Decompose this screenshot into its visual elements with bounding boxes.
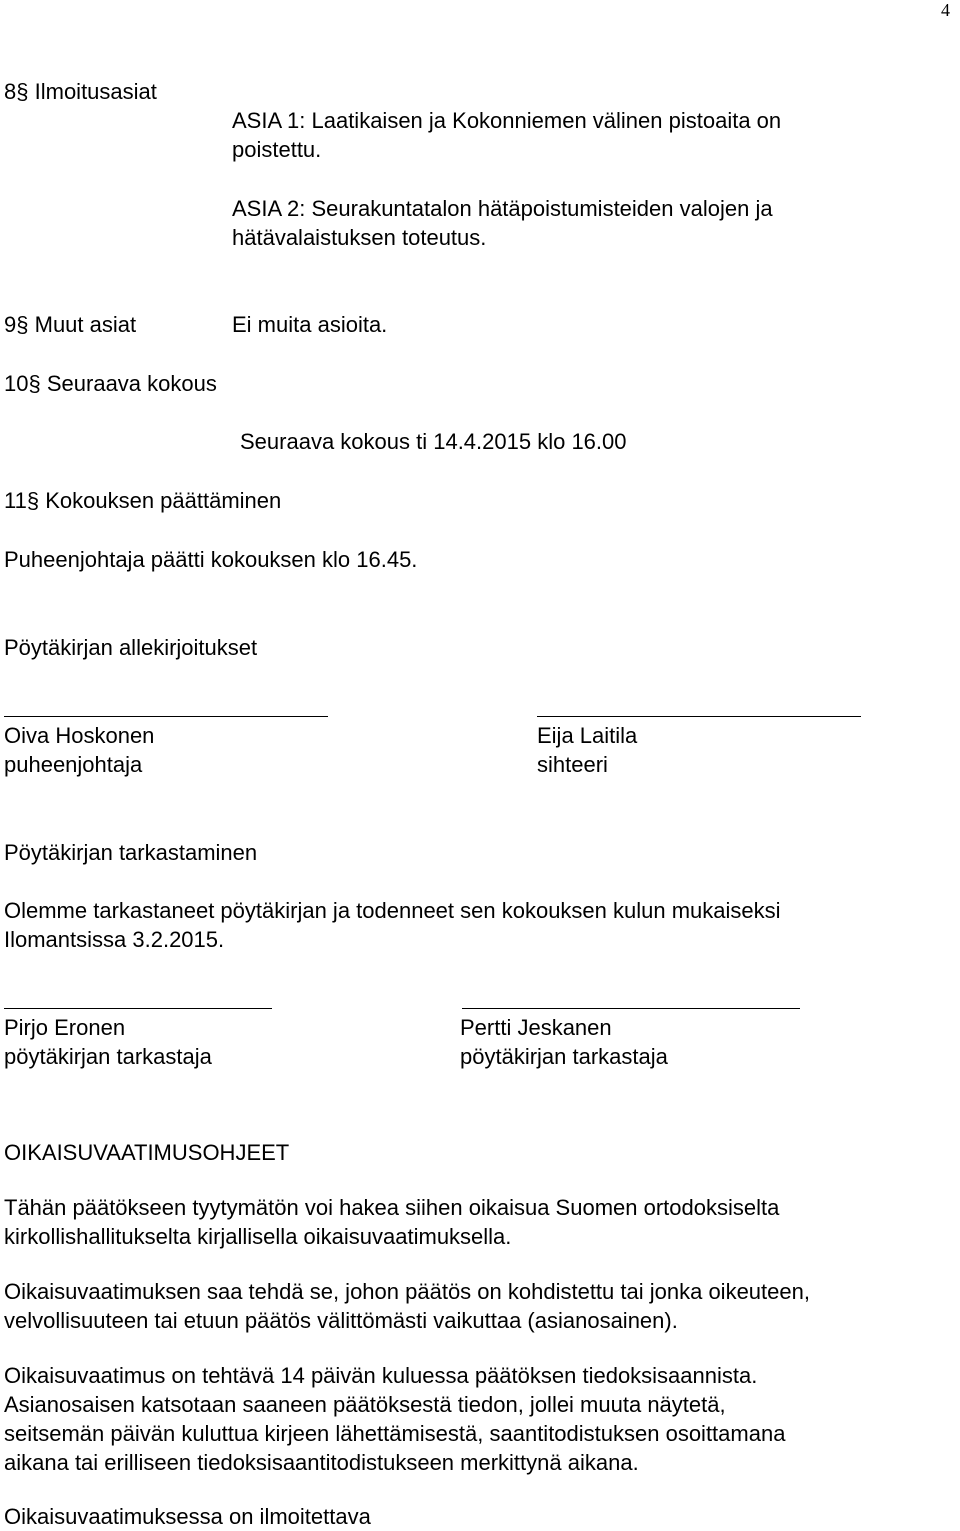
- section-8-item-2-line-1: ASIA 2: Seurakuntatalon hätäpoistumisteiden valojen ja: [232, 196, 773, 221]
- section-8-heading: 8§ Ilmoitusasiat: [4, 79, 157, 104]
- section-10-heading: 10§ Seuraava kokous: [4, 371, 217, 396]
- section-11-heading: 11§ Kokouksen päättäminen: [4, 488, 282, 513]
- page-number: 4: [941, 0, 950, 20]
- signature-line-chair: [4, 716, 328, 717]
- chair-name: Oiva Hoskonen: [4, 723, 155, 748]
- appeal-paragraph-2-line-1: Oikaisuvaatimuksen saa tehdä se, johon päätös on kohdistettu tai jonka oikeuteen,: [4, 1279, 810, 1304]
- signatures-heading: Pöytäkirjan allekirjoitukset: [4, 635, 258, 660]
- appeal-paragraph-3-line-4: aikana tai erilliseen tiedoksisaantitodistukseen merkittynä aikana.: [4, 1450, 639, 1475]
- section-10-content: Seuraava kokous ti 14.4.2015 klo 16.00: [240, 429, 627, 454]
- secretary-role: sihteeri: [537, 752, 608, 777]
- section-9-content: Ei muita asioita.: [232, 312, 388, 337]
- appeal-paragraph-2-line-2: velvollisuuteen tai etuun päätös välittömästi vaikuttaa (asianosainen).: [4, 1308, 678, 1333]
- section-8-item-1-line-1: ASIA 1: Laatikaisen ja Kokonniemen välinen pistoaita on: [232, 108, 782, 133]
- review-text-line-2: Ilomantsissa 3.2.2015.: [4, 927, 225, 952]
- chair-role: puheenjohtaja: [4, 752, 143, 777]
- section-symbol: §: [26, 488, 40, 513]
- section-8-item-1-line-2: poistettu.: [232, 137, 322, 162]
- secretary-name: Eija Laitila: [537, 723, 638, 748]
- appeal-paragraph-3-line-1: Oikaisuvaatimus on tehtävä 14 päivän kuluessa päätöksen tiedoksisaannista.: [4, 1363, 758, 1388]
- signature-line-reviewer-2: [462, 1008, 800, 1009]
- section-9-heading: 9§ Muut asiat: [4, 312, 137, 337]
- appeal-last-heading: Oikaisuvaatimuksessa on ilmoitettava: [4, 1504, 371, 1529]
- appeal-paragraph-3-line-3: seitsemän päivän kuluttua kirjeen lähettämisestä, saantitodistuksen osoittamana: [4, 1421, 786, 1446]
- appeal-paragraph-3-line-2: Asianosaisen katsotaan saaneen päätöksestä tiedon, jollei muuta näytetä,: [4, 1392, 726, 1417]
- appeal-paragraph-1-line-2: kirkollishallitukselta kirjallisella oikaisuvaatimuksella.: [4, 1224, 512, 1249]
- section-symbol: §: [28, 371, 41, 396]
- signature-line-reviewer-1: [4, 1008, 272, 1009]
- section-11-content: Puheenjohtaja päätti kokouksen klo 16.45.: [4, 547, 418, 572]
- signature-line-secretary: [537, 716, 861, 717]
- appeal-heading: OIKAISUVAATIMUSOHJEET: [4, 1140, 290, 1165]
- review-text-line-1: Olemme tarkastaneet pöytäkirjan ja todenneet sen kokouksen kulun mukaiseksi: [4, 898, 781, 923]
- section-symbol: §: [16, 79, 29, 104]
- reviewer-1-name: Pirjo Eronen: [4, 1015, 126, 1040]
- appeal-paragraph-1-line-1: Tähän päätökseen tyytymätön voi hakea siihen oikaisua Suomen ortodoksiselta: [4, 1195, 780, 1220]
- review-heading: Pöytäkirjan tarkastaminen: [4, 840, 258, 865]
- section-symbol: §: [16, 312, 29, 337]
- reviewer-2-name: Pertti Jeskanen: [460, 1015, 612, 1040]
- reviewer-2-role: pöytäkirjan tarkastaja: [460, 1044, 668, 1069]
- section-8-item-2-line-2: hätävalaistuksen toteutus.: [232, 225, 487, 250]
- reviewer-1-role: pöytäkirjan tarkastaja: [4, 1044, 212, 1069]
